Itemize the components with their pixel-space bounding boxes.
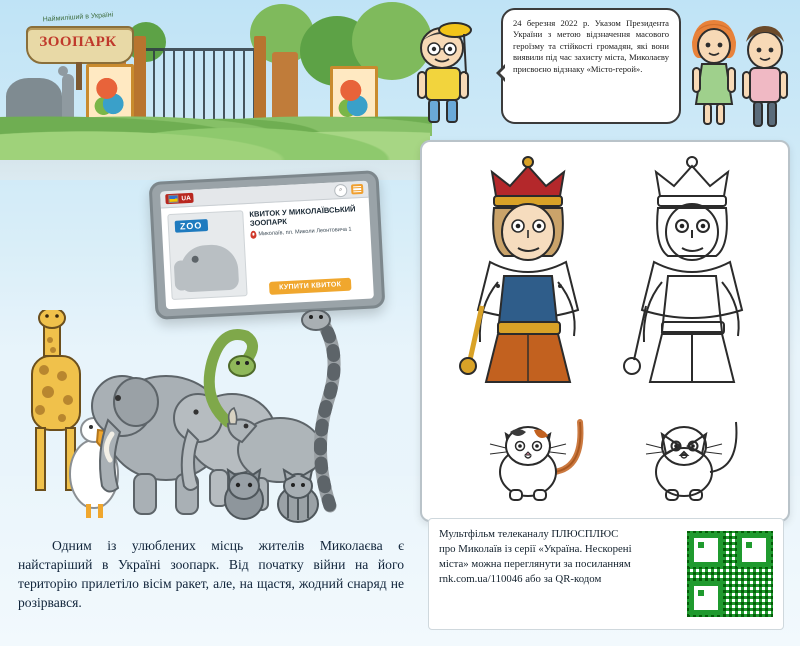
- qr-card-line-1: Мультфільм телеканалу ПЛЮСПЛЮС: [439, 528, 619, 540]
- location-pin-icon: [250, 231, 256, 239]
- qr-info-card: [428, 518, 784, 630]
- speech-bubble-text: 24 березня 2022 р. Указом Президента України з метою відзначення масового героїзму та стійкості громадян, які вони виявили під час захисту міста, Миколаєву присвоєно відзнаку «Місто-герой».: [513, 18, 669, 74]
- king-colored-figure: [454, 156, 604, 386]
- animals-illustration: [0, 300, 430, 520]
- ticket-address-text: Миколаїв, пл. Миколи Леонтовича 1: [258, 226, 352, 238]
- zoo-entrance-illustration: [0, 0, 432, 155]
- coloring-illustration-panel: [420, 140, 790, 522]
- person-head: [58, 66, 68, 76]
- qr-card-text: [439, 527, 679, 621]
- grass-strip: [0, 110, 430, 160]
- tablet-screen[interactable]: [160, 181, 374, 310]
- ticket-title: КВИТОК У МИКОЛАЇВСЬКИЙ ЗООПАРК: [249, 204, 356, 228]
- zoo-sign-word: ЗООПАРК: [39, 34, 117, 50]
- bottom-paragraph-text: Одним із улюблених місць жителів Миколаєва є найстаріший в Україні зоопарк. Від початку війни на його територію прилетіло вісім ракет, але, на щастя, жодний снаряд не розірвався.: [18, 538, 404, 610]
- character-girl-right: [686, 18, 742, 130]
- webpage-content: [161, 198, 374, 307]
- language-chip-label: UA: [181, 194, 192, 202]
- speech-bubble: [501, 8, 681, 124]
- cat-striped-illustration: [268, 468, 332, 526]
- qr-code[interactable]: [687, 531, 773, 617]
- buy-ticket-button[interactable]: КУПИТИ КВИТОК: [269, 278, 352, 295]
- qr-card-line-4: rnk.com.ua/110046 або за QR-кодом: [439, 573, 602, 585]
- qr-finder-bottom-left: [689, 581, 723, 615]
- cat-grey-illustration: [216, 462, 272, 522]
- zoo-sign: [18, 8, 138, 64]
- search-icon[interactable]: ⌕: [334, 183, 348, 197]
- qr-card-line-2: про Миколаїв із серії «Україна. Нескорені: [439, 543, 632, 555]
- qr-card-line-3: міста» можна переглянути за посиланням: [439, 558, 631, 570]
- language-chip[interactable]: [165, 193, 194, 204]
- zoo-sign-top-text: Наймиліший в Україні: [42, 11, 114, 24]
- zoo-sign-pole: [76, 62, 82, 90]
- zoo-badge-label: ZOO: [175, 219, 208, 233]
- zoo-thumbnail: [167, 210, 247, 300]
- tablet-device[interactable]: [149, 170, 386, 320]
- hamburger-menu-icon[interactable]: [351, 184, 364, 195]
- speech-tail-inner: [491, 64, 509, 82]
- ticket-address: [250, 225, 364, 239]
- character-boy-right: [736, 22, 794, 132]
- address-bar-space[interactable]: [198, 191, 330, 198]
- ukraine-flag-icon: [168, 195, 178, 204]
- cat-outline-figure: [632, 398, 752, 504]
- qr-finder-top-right: [737, 533, 771, 567]
- bottom-paragraph: [18, 536, 404, 612]
- character-boy-left: [408, 22, 486, 130]
- cat-colored-figure: [476, 398, 596, 504]
- king-outline-figure: [618, 156, 768, 386]
- ticket-info: [249, 204, 367, 296]
- elephant-icon: [179, 244, 239, 293]
- qr-finder-top-left: [689, 533, 723, 567]
